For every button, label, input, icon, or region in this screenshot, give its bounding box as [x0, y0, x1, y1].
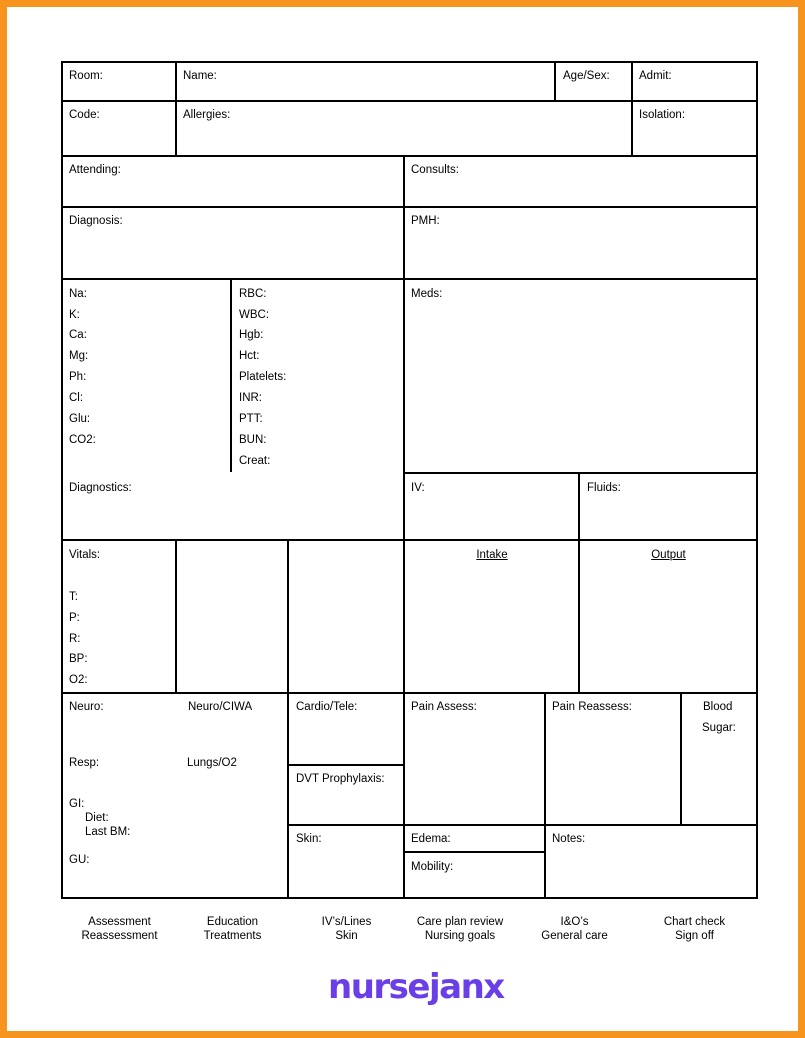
divider	[61, 692, 758, 694]
allergies-label: Allergies:	[183, 109, 231, 121]
output-heading: Output	[651, 549, 686, 561]
lab-chem-label: K:	[69, 309, 80, 321]
divider	[61, 278, 758, 280]
blood-label: Blood	[703, 701, 733, 713]
pain-reassess-label: Pain Reassess:	[552, 701, 632, 713]
admit-label: Admit:	[639, 70, 672, 82]
lab-chem-label: Glu:	[69, 413, 91, 425]
divider	[287, 539, 289, 899]
divider	[403, 155, 405, 899]
dvt-prophylaxis-label: DVT Prophylaxis:	[296, 773, 385, 785]
neuro-label: Neuro:	[69, 701, 104, 713]
frame-right	[756, 61, 758, 899]
diagnostics-label: Diagnostics:	[69, 482, 132, 494]
divider	[544, 692, 546, 899]
divider	[578, 472, 580, 693]
diagnosis-label: Diagnosis:	[69, 215, 123, 227]
footer-item-line2: Skin	[335, 930, 358, 942]
divider	[404, 851, 546, 853]
divider	[61, 206, 758, 208]
diet-label: Diet:	[85, 812, 109, 824]
vital-item: BP:	[69, 653, 88, 665]
fluids-label: Fluids:	[587, 482, 621, 494]
age-sex-label: Age/Sex:	[563, 70, 610, 82]
consults-label: Consults:	[411, 164, 459, 176]
frame-left	[61, 61, 63, 899]
lab-chem-label: Ph:	[69, 371, 87, 383]
footer-item-line2: Treatments	[203, 930, 262, 942]
footer-item-line1: Assessment	[88, 916, 151, 928]
footer-item	[180, 915, 285, 943]
vitals-label: Vitals:	[69, 549, 101, 561]
divider	[175, 539, 177, 693]
footer-item-line2: Sign off	[675, 930, 714, 942]
code-label: Code:	[69, 109, 100, 121]
lab-chem-label: Na:	[69, 288, 87, 300]
gu-label: GU:	[69, 854, 90, 866]
lab-heme-label: WBC:	[239, 309, 270, 321]
resp-label: Resp:	[69, 757, 100, 769]
last-bm-label: Last BM:	[85, 826, 131, 838]
attending-label: Attending:	[69, 164, 121, 176]
lab-heme-label: RBC:	[239, 288, 267, 300]
footer-item	[400, 915, 520, 943]
lab-chem-label: Cl:	[69, 392, 84, 404]
footer-item	[522, 915, 627, 943]
lab-chem-label: CO2:	[69, 434, 96, 446]
vital-item: P:	[69, 612, 80, 624]
edema-label: Edema:	[411, 833, 451, 845]
pain-assess-label: Pain Assess:	[411, 701, 477, 713]
skin-label: Skin:	[296, 833, 322, 845]
iv-label: IV:	[411, 482, 425, 494]
lab-heme-label: Creat:	[239, 455, 271, 467]
lab-heme-label: Hct:	[239, 350, 260, 362]
lab-chem-label: Mg:	[69, 350, 89, 362]
divider	[680, 692, 682, 826]
frame-bottom	[61, 897, 758, 899]
name-label: Name:	[183, 70, 217, 82]
frame-top	[61, 61, 758, 63]
meds-label: Meds:	[411, 288, 443, 300]
footer-item-line1: Education	[206, 916, 259, 928]
lungs-o2-label: Lungs/O2	[187, 757, 237, 769]
pmh-label: PMH:	[411, 215, 440, 227]
intake-heading: Intake	[476, 549, 508, 561]
footer-item-line1: I&O’s	[560, 916, 589, 928]
gi-label: GI:	[69, 798, 85, 810]
divider	[61, 100, 758, 102]
divider	[631, 61, 633, 156]
room-label: Room:	[69, 70, 103, 82]
vital-item: R:	[69, 633, 81, 645]
footer-item-line1: Chart check	[663, 916, 726, 928]
notes-label: Notes:	[552, 833, 586, 845]
footer-item-line2: Reassessment	[81, 930, 158, 942]
lab-heme-label: Hgb:	[239, 329, 264, 341]
footer-item-line1: Care plan review	[416, 916, 504, 928]
footer-item-line2: General care	[541, 930, 608, 942]
lab-heme-label: Platelets:	[239, 371, 287, 383]
lab-chem-label: Ca:	[69, 329, 87, 341]
vital-item: O2:	[69, 674, 88, 686]
vital-item: T:	[69, 591, 78, 603]
footer-item	[642, 915, 747, 943]
footer-item	[294, 915, 399, 943]
divider	[61, 155, 758, 157]
footer-item	[67, 915, 172, 943]
isolation-label: Isolation:	[639, 109, 686, 121]
divider	[554, 61, 556, 101]
divider	[175, 61, 177, 156]
footer-item-line1: IV’s/Lines	[321, 916, 372, 928]
cardio-tele-label: Cardio/Tele:	[296, 701, 358, 713]
footer-item-line2: Nursing goals	[424, 930, 496, 942]
sugar-label: Sugar:	[702, 722, 736, 734]
lab-heme-label: BUN:	[239, 434, 267, 446]
divider	[230, 278, 232, 472]
lab-heme-label: PTT:	[239, 413, 263, 425]
divider	[404, 472, 758, 474]
divider	[288, 764, 405, 766]
divider	[288, 824, 758, 826]
mobility-label: Mobility:	[411, 861, 454, 873]
lab-heme-label: INR:	[239, 392, 262, 404]
divider	[61, 539, 758, 541]
neuro-ciwa-label: Neuro/CIWA	[188, 701, 253, 713]
nursejanx-logo: nursejanx	[328, 967, 504, 1007]
